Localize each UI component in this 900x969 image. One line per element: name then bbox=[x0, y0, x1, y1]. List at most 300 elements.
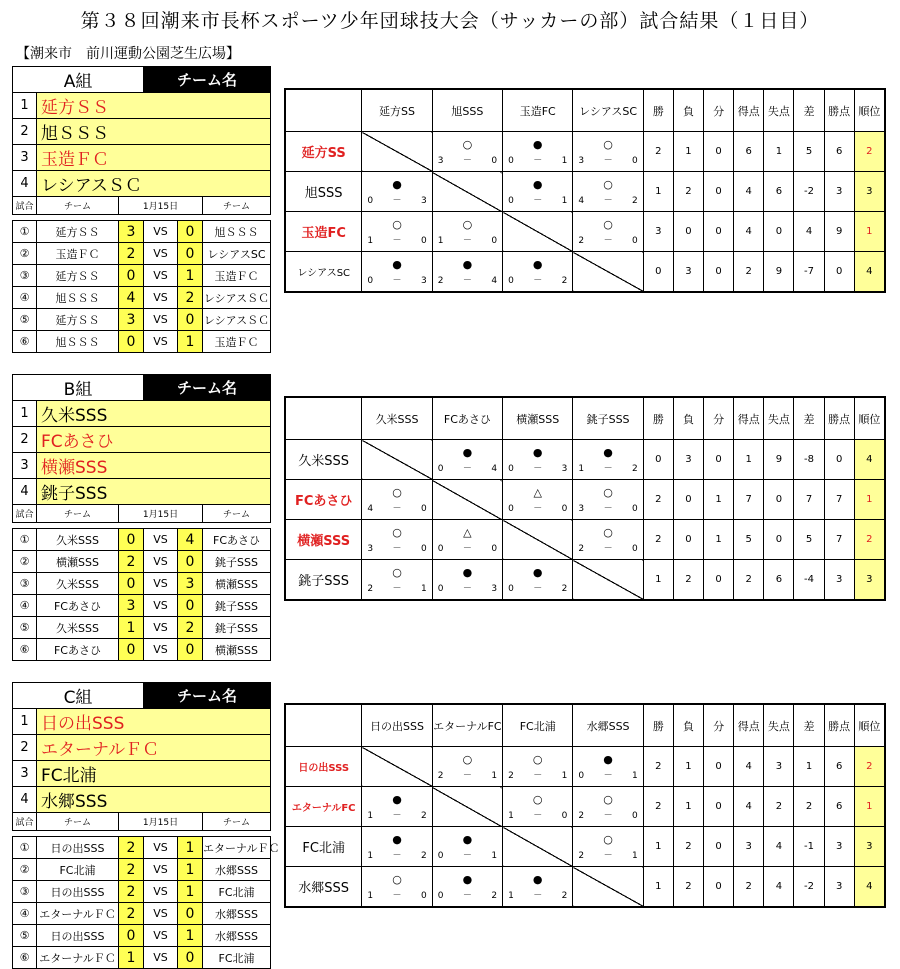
match-number: ⑥ bbox=[13, 947, 37, 969]
match-row bbox=[13, 617, 271, 639]
goals-for: 3 bbox=[578, 156, 585, 166]
date-header: 1月15日 bbox=[119, 197, 203, 215]
match-number: ⑤ bbox=[13, 309, 37, 331]
rank-cell: 1 bbox=[854, 787, 884, 827]
self-match-diagonal bbox=[503, 212, 573, 252]
match-row bbox=[13, 881, 271, 903]
row-team-name: 延方SS bbox=[286, 132, 362, 172]
away-score: 1 bbox=[178, 265, 203, 287]
home-score: 1 bbox=[119, 617, 144, 639]
dash: － bbox=[603, 196, 613, 206]
home-team: 横瀬SSS bbox=[37, 551, 119, 573]
goals-for: 2 bbox=[578, 544, 585, 554]
result-mark: ● bbox=[603, 753, 613, 766]
stat-header: 得点 bbox=[734, 90, 764, 132]
match-number: ④ bbox=[13, 595, 37, 617]
result-mark: ● bbox=[392, 793, 402, 806]
match-row bbox=[13, 529, 271, 551]
away-score: 1 bbox=[178, 837, 203, 859]
team-row bbox=[13, 709, 271, 735]
group-name: A組 bbox=[13, 67, 144, 93]
dash: － bbox=[533, 196, 543, 206]
rank-cell: 3 bbox=[854, 172, 884, 212]
stat-cell: 0 bbox=[764, 520, 794, 560]
home-score: 3 bbox=[119, 595, 144, 617]
match-row bbox=[13, 837, 271, 859]
stat-cell: 0 bbox=[704, 252, 734, 292]
stat-cell: 2 bbox=[643, 747, 673, 787]
team-row bbox=[13, 787, 271, 813]
stat-cell: 2 bbox=[643, 520, 673, 560]
match-row bbox=[13, 573, 271, 595]
dash: － bbox=[392, 851, 402, 861]
match-result-cell bbox=[362, 252, 432, 292]
stat-cell: 0 bbox=[704, 747, 734, 787]
match-result-cell bbox=[362, 212, 432, 252]
stat-header: 順位 bbox=[854, 705, 884, 747]
home-team: 延方ＳＳ bbox=[37, 265, 119, 287]
result-mark: ● bbox=[532, 258, 543, 271]
schedule-header bbox=[13, 505, 271, 523]
vs-label: VS bbox=[144, 881, 178, 903]
goals-against: 2 bbox=[420, 851, 427, 861]
result-mark: ○ bbox=[532, 753, 543, 766]
stat-cell: -2 bbox=[794, 172, 824, 212]
team-header: チーム bbox=[203, 197, 271, 215]
result-mark: ○ bbox=[603, 526, 613, 539]
away-team: 水郷SSS bbox=[203, 925, 271, 947]
match-result-cell bbox=[432, 212, 502, 252]
home-team: 旭ＳＳＳ bbox=[37, 331, 119, 353]
match-result-cell bbox=[503, 172, 573, 212]
stat-cell: 0 bbox=[764, 212, 794, 252]
self-match-diagonal bbox=[362, 440, 432, 480]
team-name: 銚子SSS bbox=[37, 479, 271, 505]
match-number: ④ bbox=[13, 903, 37, 925]
dash: － bbox=[603, 236, 613, 246]
stat-cell: 9 bbox=[824, 212, 854, 252]
stat-cell: -2 bbox=[794, 867, 824, 907]
goals-against: 0 bbox=[491, 156, 498, 166]
rank-cell: 4 bbox=[854, 440, 884, 480]
row-team-name: 銚子SSS bbox=[286, 560, 362, 600]
team-number: 2 bbox=[13, 735, 37, 761]
opponent-header: 延方SS bbox=[362, 90, 432, 132]
stat-cell: 4 bbox=[734, 747, 764, 787]
stat-cell: 3 bbox=[824, 172, 854, 212]
away-score: 0 bbox=[178, 639, 203, 661]
stat-header: 勝 bbox=[643, 90, 673, 132]
result-mark: ○ bbox=[532, 793, 543, 806]
self-match-diagonal bbox=[432, 787, 502, 827]
vs-label: VS bbox=[144, 617, 178, 639]
goals-for: 0 bbox=[437, 584, 444, 594]
dash: － bbox=[462, 584, 472, 594]
results-row bbox=[286, 520, 885, 560]
away-team: FC北浦 bbox=[203, 881, 271, 903]
row-team-name: 旭SSS bbox=[286, 172, 362, 212]
home-score: 3 bbox=[119, 309, 144, 331]
result-mark: ○ bbox=[462, 218, 473, 231]
away-score: 2 bbox=[178, 287, 203, 309]
team-number: 4 bbox=[13, 479, 37, 505]
stat-header: 負 bbox=[673, 90, 703, 132]
match-number: ③ bbox=[13, 265, 37, 287]
away-score: 1 bbox=[178, 331, 203, 353]
goals-for: 0 bbox=[437, 544, 444, 554]
stat-cell: -4 bbox=[794, 560, 824, 600]
dash: － bbox=[603, 464, 613, 474]
match-row bbox=[13, 309, 271, 331]
self-match-diagonal bbox=[503, 520, 573, 560]
match-result-cell bbox=[573, 520, 643, 560]
goals-against: 1 bbox=[561, 196, 568, 206]
goals-for: 1 bbox=[508, 811, 514, 821]
match-result-cell bbox=[573, 827, 643, 867]
team-name: FCあさひ bbox=[37, 427, 271, 453]
stat-cell: 7 bbox=[734, 480, 764, 520]
stat-header: 分 bbox=[704, 90, 734, 132]
away-score: 3 bbox=[178, 573, 203, 595]
self-match-diagonal bbox=[503, 827, 573, 867]
goals-for: 0 bbox=[437, 464, 444, 474]
result-mark: ○ bbox=[392, 873, 402, 886]
rank-cell: 3 bbox=[854, 827, 884, 867]
stat-cell: 9 bbox=[764, 440, 794, 480]
stat-cell: 7 bbox=[794, 480, 824, 520]
team-row bbox=[13, 761, 271, 787]
team-header: チーム bbox=[203, 505, 271, 523]
match-result-cell bbox=[573, 480, 643, 520]
page-title: 第３８回潮来市長杯スポーツ少年団球技大会（サッカーの部）試合結果（１日目） bbox=[80, 10, 820, 32]
stat-cell: 1 bbox=[643, 827, 673, 867]
match-result-cell bbox=[432, 747, 502, 787]
vs-label: VS bbox=[144, 639, 178, 661]
match-row bbox=[13, 243, 271, 265]
match-number: ⑤ bbox=[13, 925, 37, 947]
home-team: エターナルＦＣ bbox=[37, 903, 119, 925]
goals-against: 0 bbox=[420, 891, 427, 901]
match-result-cell bbox=[503, 560, 573, 600]
stat-cell: 5 bbox=[794, 520, 824, 560]
results-table bbox=[285, 704, 885, 907]
home-score: 0 bbox=[119, 529, 144, 551]
stat-cell: 2 bbox=[643, 132, 673, 172]
goals-for: 0 bbox=[508, 464, 514, 474]
dash: － bbox=[392, 891, 402, 901]
stat-header: 差 bbox=[794, 398, 824, 440]
group-header bbox=[13, 375, 271, 401]
team-name: エターナルＦＣ bbox=[37, 735, 271, 761]
goals-against: 1 bbox=[561, 771, 568, 781]
match-result-cell bbox=[503, 747, 573, 787]
goals-for: 1 bbox=[437, 236, 444, 246]
result-mark: ○ bbox=[603, 178, 613, 191]
home-team: 日の出SSS bbox=[37, 837, 119, 859]
stat-cell: 3 bbox=[643, 212, 673, 252]
home-score: 0 bbox=[119, 925, 144, 947]
stat-header: 分 bbox=[704, 705, 734, 747]
team-name: 日の出SSS bbox=[37, 709, 271, 735]
results-row bbox=[286, 172, 885, 212]
group-summary bbox=[12, 374, 270, 661]
goals-against: 4 bbox=[491, 276, 498, 286]
home-team: 久米SSS bbox=[37, 617, 119, 639]
home-score: 4 bbox=[119, 287, 144, 309]
stat-cell: 3 bbox=[764, 747, 794, 787]
away-score: 0 bbox=[178, 947, 203, 969]
results-header bbox=[286, 398, 885, 440]
goals-for: 2 bbox=[367, 584, 374, 594]
match-result-cell bbox=[503, 480, 573, 520]
rank-cell: 1 bbox=[854, 480, 884, 520]
dash: － bbox=[533, 464, 543, 474]
stat-cell: 4 bbox=[794, 212, 824, 252]
result-mark: ● bbox=[462, 566, 473, 579]
match-result-cell bbox=[503, 132, 573, 172]
match-result-cell bbox=[362, 520, 432, 560]
stat-cell: 2 bbox=[734, 252, 764, 292]
stat-header: 負 bbox=[673, 705, 703, 747]
goals-against: 1 bbox=[561, 156, 568, 166]
stat-header: 勝 bbox=[643, 705, 673, 747]
away-team: 銚子SSS bbox=[203, 595, 271, 617]
stat-cell: 2 bbox=[643, 480, 673, 520]
match-result-cell bbox=[573, 212, 643, 252]
dash: － bbox=[533, 504, 543, 514]
result-mark: ● bbox=[532, 138, 543, 151]
match-number: ⑤ bbox=[13, 617, 37, 639]
home-score: 0 bbox=[119, 265, 144, 287]
goals-for: 3 bbox=[367, 544, 374, 554]
team-number: 1 bbox=[13, 401, 37, 427]
vs-label: VS bbox=[144, 573, 178, 595]
goals-for: 2 bbox=[578, 851, 585, 861]
dash: － bbox=[392, 544, 402, 554]
stat-cell: 2 bbox=[734, 560, 764, 600]
stat-cell: 1 bbox=[673, 132, 703, 172]
goals-against: 0 bbox=[491, 236, 498, 246]
group-name: C組 bbox=[13, 683, 144, 709]
home-team: 日の出SSS bbox=[37, 925, 119, 947]
dash: － bbox=[392, 811, 402, 821]
goals-for: 2 bbox=[437, 276, 444, 286]
stat-cell: 0 bbox=[704, 132, 734, 172]
opponent-header: レシアスSC bbox=[573, 90, 643, 132]
team-header: チーム bbox=[37, 197, 119, 215]
match-row bbox=[13, 947, 271, 969]
home-score: 2 bbox=[119, 881, 144, 903]
away-score: 0 bbox=[178, 309, 203, 331]
goals-for: 2 bbox=[437, 771, 444, 781]
stat-cell: 0 bbox=[704, 787, 734, 827]
team-row bbox=[13, 401, 271, 427]
stat-header: 失点 bbox=[764, 398, 794, 440]
stat-cell: 2 bbox=[794, 787, 824, 827]
goals-for: 0 bbox=[508, 276, 514, 286]
date-header: 1月15日 bbox=[119, 505, 203, 523]
away-team: 玉造ＦＣ bbox=[203, 265, 271, 287]
results-row bbox=[286, 440, 885, 480]
stat-cell: 0 bbox=[704, 867, 734, 907]
team-number: 2 bbox=[13, 119, 37, 145]
goals-for: 0 bbox=[367, 196, 374, 206]
team-row bbox=[13, 145, 271, 171]
goals-against: 0 bbox=[420, 504, 427, 514]
goals-for: 0 bbox=[508, 584, 514, 594]
stat-cell: -7 bbox=[794, 252, 824, 292]
goals-against: 0 bbox=[561, 811, 568, 821]
results-row bbox=[286, 132, 885, 172]
dash: － bbox=[603, 771, 613, 781]
stat-cell: 0 bbox=[704, 440, 734, 480]
opponent-header: FC北浦 bbox=[503, 705, 573, 747]
stat-cell: 2 bbox=[673, 827, 703, 867]
row-team-name: 横瀬SSS bbox=[286, 520, 362, 560]
match-result-cell bbox=[432, 827, 502, 867]
dash: － bbox=[533, 276, 543, 286]
stat-header: 順位 bbox=[854, 398, 884, 440]
row-team-name: 日の出SSS bbox=[286, 747, 362, 787]
results-row bbox=[286, 480, 885, 520]
goals-against: 0 bbox=[632, 236, 638, 246]
result-mark: ● bbox=[392, 178, 402, 191]
away-score: 0 bbox=[178, 551, 203, 573]
result-mark: ○ bbox=[603, 138, 613, 151]
stat-header: 失点 bbox=[764, 705, 794, 747]
match-header: 試合 bbox=[13, 505, 37, 523]
goals-for: 1 bbox=[578, 464, 585, 474]
goals-for: 0 bbox=[578, 771, 585, 781]
team-name: FC北浦 bbox=[37, 761, 271, 787]
match-number: ② bbox=[13, 551, 37, 573]
opponent-header: 水郷SSS bbox=[573, 705, 643, 747]
goals-for: 2 bbox=[578, 811, 585, 821]
opponent-header: FCあさひ bbox=[432, 398, 502, 440]
goals-against: 1 bbox=[420, 584, 427, 594]
match-result-cell bbox=[503, 440, 573, 480]
match-number: ③ bbox=[13, 881, 37, 903]
stat-cell: 9 bbox=[764, 252, 794, 292]
vs-label: VS bbox=[144, 947, 178, 969]
stat-cell: 0 bbox=[643, 440, 673, 480]
stat-cell: 6 bbox=[764, 560, 794, 600]
results-grid bbox=[284, 703, 886, 908]
away-score: 1 bbox=[178, 859, 203, 881]
home-team: 延方ＳＳ bbox=[37, 309, 119, 331]
team-row bbox=[13, 93, 271, 119]
goals-for: 2 bbox=[508, 771, 514, 781]
dash: － bbox=[462, 544, 472, 554]
team-number: 1 bbox=[13, 93, 37, 119]
goals-against: 2 bbox=[561, 276, 568, 286]
group-header bbox=[13, 683, 271, 709]
group-header bbox=[13, 67, 271, 93]
team-row bbox=[13, 735, 271, 761]
stat-cell: 6 bbox=[734, 132, 764, 172]
goals-against: 0 bbox=[632, 504, 638, 514]
results-row bbox=[286, 560, 885, 600]
self-match-diagonal bbox=[362, 132, 432, 172]
result-mark: ○ bbox=[603, 793, 613, 806]
dash: － bbox=[603, 156, 613, 166]
away-team: 銚子SSS bbox=[203, 617, 271, 639]
result-mark: △ bbox=[533, 486, 542, 499]
home-team: FCあさひ bbox=[37, 639, 119, 661]
vs-label: VS bbox=[144, 859, 178, 881]
group-summary-table bbox=[12, 374, 271, 661]
stat-cell: 3 bbox=[824, 827, 854, 867]
dash: － bbox=[392, 236, 402, 246]
dash: － bbox=[603, 811, 613, 821]
stat-cell: 3 bbox=[673, 252, 703, 292]
home-team: 延方ＳＳ bbox=[37, 221, 119, 243]
match-result-cell bbox=[362, 172, 432, 212]
opponent-header: 玉造FC bbox=[503, 90, 573, 132]
stat-cell: 6 bbox=[824, 787, 854, 827]
match-result-cell bbox=[362, 867, 432, 907]
away-team: 横瀬SSS bbox=[203, 639, 271, 661]
stat-cell: 5 bbox=[734, 520, 764, 560]
goals-for: 4 bbox=[367, 504, 374, 514]
team-number: 4 bbox=[13, 171, 37, 197]
stat-cell: 6 bbox=[764, 172, 794, 212]
match-result-cell bbox=[432, 560, 502, 600]
result-mark: ● bbox=[392, 258, 402, 271]
match-number: ⑥ bbox=[13, 331, 37, 353]
row-team-name: 水郷SSS bbox=[286, 867, 362, 907]
team-number: 3 bbox=[13, 145, 37, 171]
venue-label: 【潮来市 前川運動公園芝生広場】 bbox=[16, 46, 240, 62]
team-header: チーム bbox=[37, 505, 119, 523]
goals-against: 0 bbox=[491, 544, 498, 554]
results-table bbox=[285, 89, 885, 292]
stat-cell: 0 bbox=[673, 520, 703, 560]
stat-cell: 0 bbox=[643, 252, 673, 292]
stat-cell: 7 bbox=[824, 520, 854, 560]
goals-against: 3 bbox=[420, 196, 427, 206]
home-team: FC北浦 bbox=[37, 859, 119, 881]
team-name: 玉造ＦＣ bbox=[37, 145, 271, 171]
stat-cell: 3 bbox=[824, 560, 854, 600]
match-header: 試合 bbox=[13, 813, 37, 831]
team-header: チーム bbox=[37, 813, 119, 831]
stat-cell: 2 bbox=[673, 867, 703, 907]
goals-against: 2 bbox=[632, 196, 638, 206]
date-header: 1月15日 bbox=[119, 813, 203, 831]
dash: － bbox=[533, 811, 543, 821]
stat-cell: 6 bbox=[824, 747, 854, 787]
result-mark: ○ bbox=[603, 833, 613, 846]
self-match-diagonal bbox=[432, 172, 502, 212]
away-team: レシアスSC bbox=[203, 243, 271, 265]
dash: － bbox=[462, 771, 472, 781]
home-team: 旭ＳＳＳ bbox=[37, 287, 119, 309]
stat-cell: 0 bbox=[673, 212, 703, 252]
result-mark: ○ bbox=[603, 486, 613, 499]
dash: － bbox=[392, 196, 402, 206]
results-header bbox=[286, 705, 885, 747]
corner-cell bbox=[286, 705, 362, 747]
goals-for: 0 bbox=[367, 276, 374, 286]
match-row bbox=[13, 639, 271, 661]
vs-label: VS bbox=[144, 287, 178, 309]
goals-for: 0 bbox=[508, 504, 514, 514]
stat-cell: 1 bbox=[643, 560, 673, 600]
goals-for: 3 bbox=[578, 504, 585, 514]
results-grid bbox=[284, 396, 886, 601]
match-row bbox=[13, 595, 271, 617]
